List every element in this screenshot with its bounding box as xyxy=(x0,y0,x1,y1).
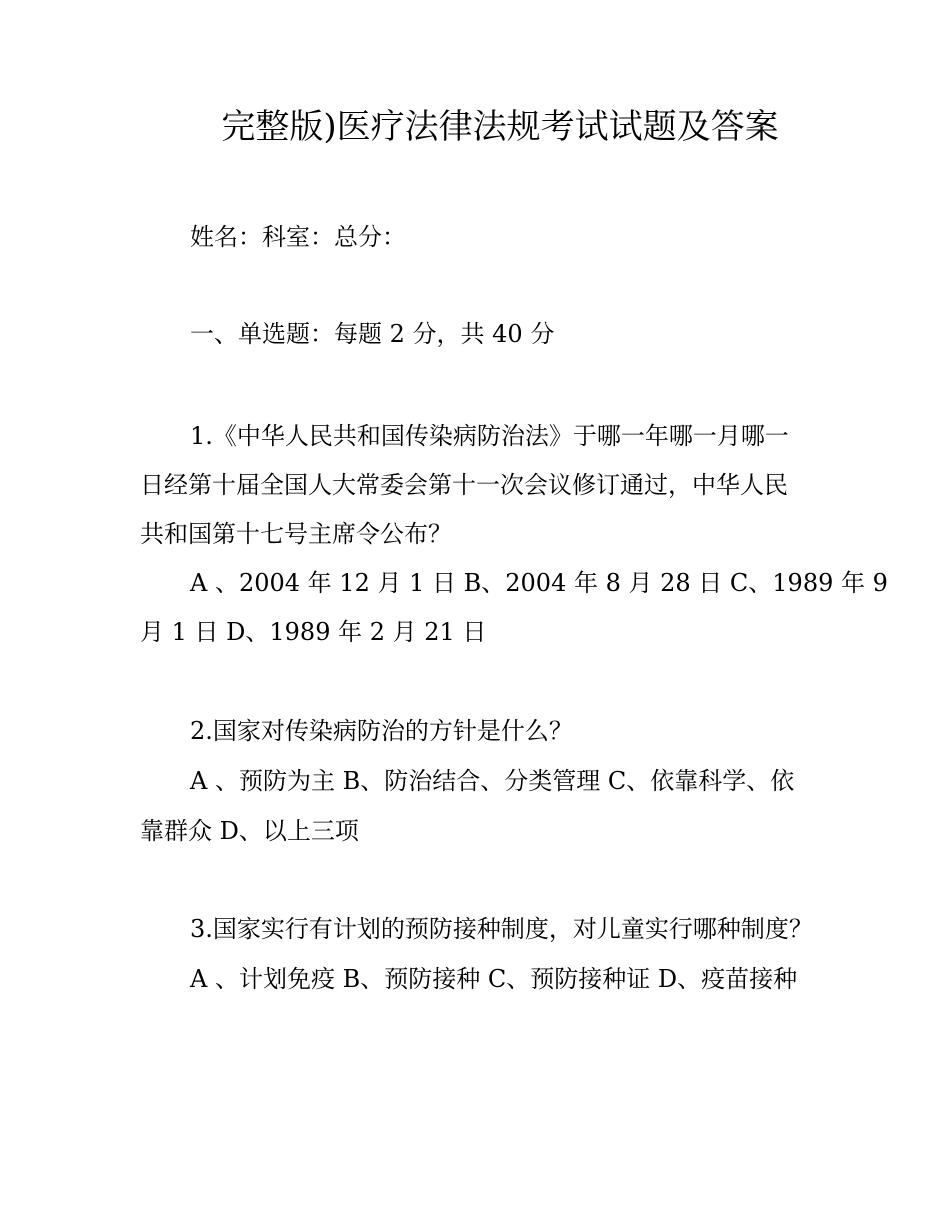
question-1-line-1: 1.《中华人民共和国传染病防治法》于哪一年哪一月哪一 xyxy=(190,422,789,450)
document-title: 完整版)医疗法律法规考试试题及答案 xyxy=(221,107,779,147)
question-2-options-line-2: 靠群众 D、以上三项 xyxy=(140,817,359,845)
question-2-options-line-1: A 、预防为主 B、防治结合、分类管理 C、依靠科学、依 xyxy=(190,767,795,795)
question-3-options-line-1: A 、计划免疫 B、预防接种 C、预防接种证 D、疫苗接种 xyxy=(190,965,798,993)
question-3-line-1: 3.国家实行有计划的预防接种制度，对儿童实行哪种制度？ xyxy=(190,915,813,943)
question-1-line-3: 共和国第十七号主席令公布？ xyxy=(140,520,452,548)
question-2-line-1: 2.国家对传染病防治的方针是什么？ xyxy=(190,717,573,745)
question-1-options-line-1: A 、2004 年 12 月 1 日 B、2004 年 8 月 28 日 C、1989 年 9 xyxy=(190,569,888,597)
question-1-options-line-2: 月 1 日 D、1989 年 2 月 21 日 xyxy=(140,618,487,646)
question-1-line-2: 日经第十届全国人大常委会第十一次会议修订通过，中华人民 xyxy=(140,471,788,499)
section-heading: 一、单选题：每题 2 分，共 40 分 xyxy=(190,320,555,348)
info-line: 姓名：科室：总分： xyxy=(190,223,406,251)
